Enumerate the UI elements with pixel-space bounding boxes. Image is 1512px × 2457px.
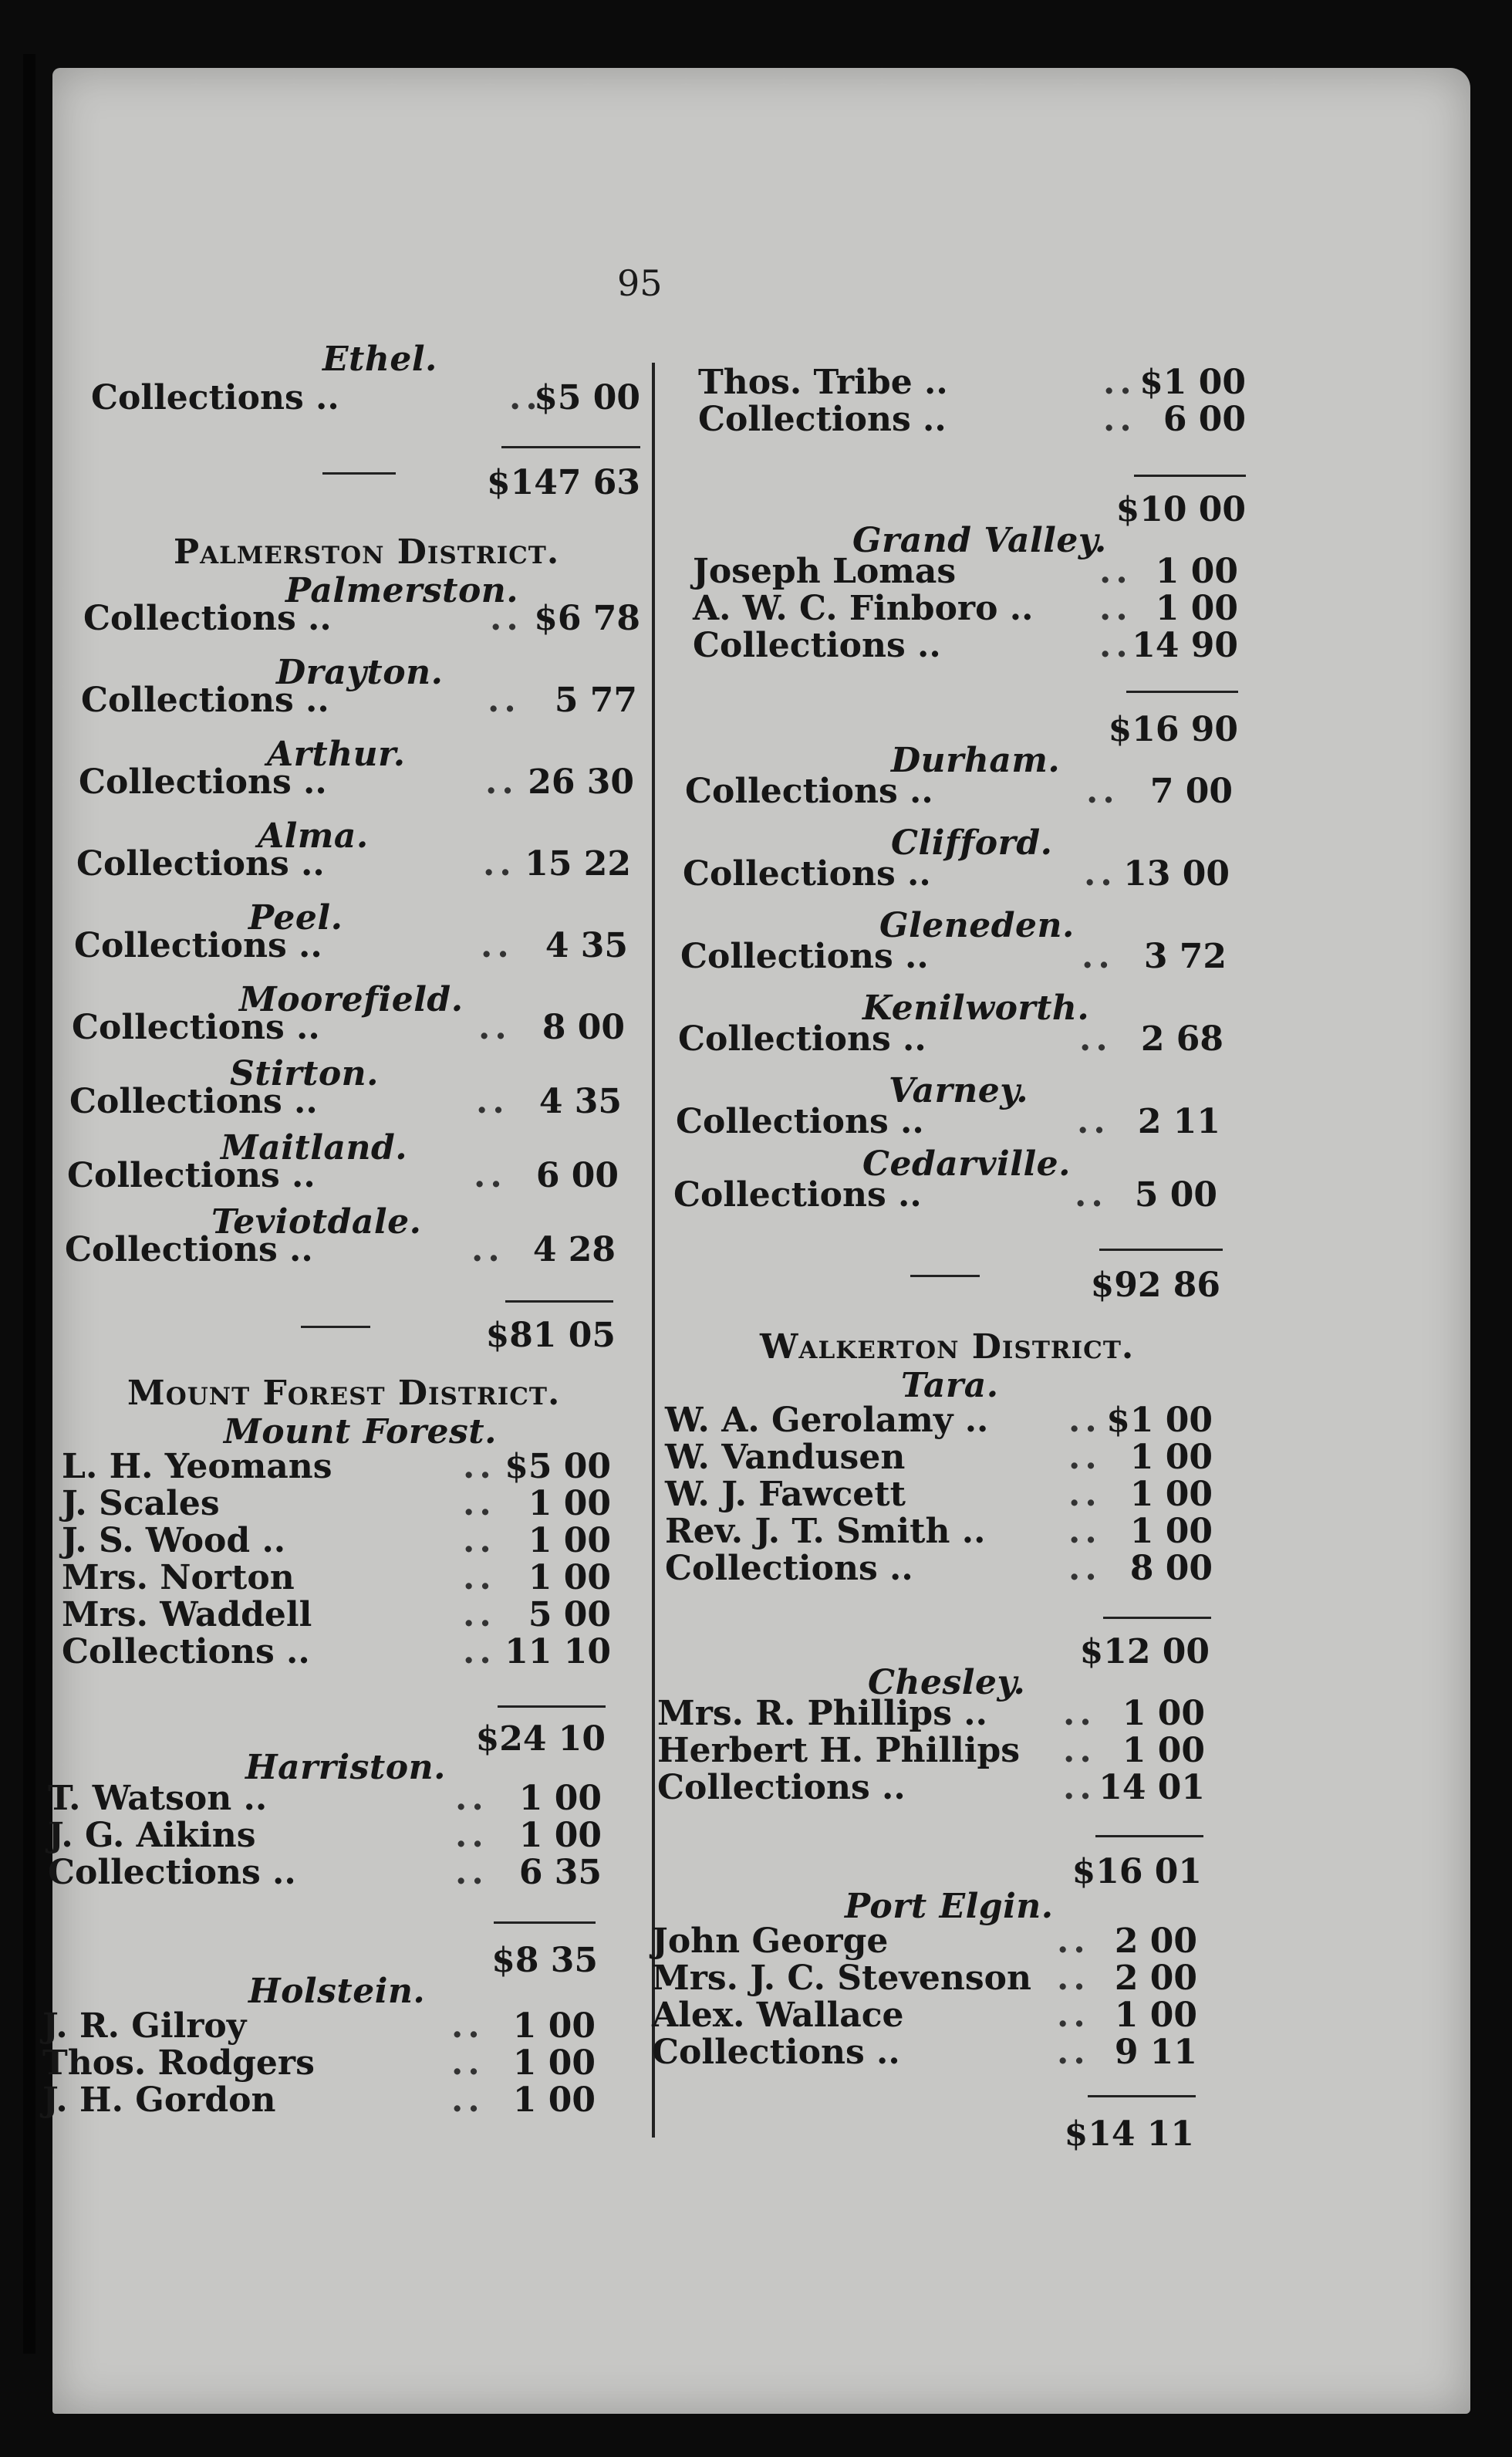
entry-row (65, 1230, 616, 1270)
sum-rule (1099, 1249, 1223, 1251)
entry-row (673, 1175, 1217, 1215)
entry-row (48, 1816, 602, 1856)
entry-amount: 9 11 (1114, 2033, 1197, 2072)
leader-dots: .. (451, 2043, 484, 2083)
entry-amount: 1 00 (528, 1558, 611, 1597)
section-heading: Tara. (901, 1366, 999, 1405)
leader-dots: .. (1068, 1549, 1102, 1588)
town-heading: Maitland. (221, 1128, 408, 1168)
entry-amount: 2 11 (1137, 1102, 1220, 1141)
entry-amount: 1 00 (512, 2043, 596, 2083)
entry-amount: 5 00 (1134, 1175, 1217, 1215)
entry-name: T. Watson .. (48, 1779, 268, 1818)
section-total: $81 05 (485, 1316, 616, 1355)
page-number: 95 (617, 262, 663, 304)
section-heading: Harriston. (245, 1748, 446, 1787)
entry-name: Collections .. (678, 1019, 926, 1059)
entry-row (42, 2080, 596, 2121)
entry-row (665, 1401, 1213, 1441)
entry-name: Collections .. (72, 1008, 320, 1047)
entry-row (652, 1921, 1197, 1962)
town-heading: Kenilworth. (862, 989, 1090, 1028)
entry-row (62, 1521, 611, 1561)
entry-name: Collections .. (76, 844, 325, 884)
entry-name: W. J. Fawcett (665, 1475, 906, 1514)
leader-dots: .. (1068, 1438, 1102, 1477)
leader-dots: .. (1082, 937, 1115, 976)
sum-rule (494, 1921, 596, 1924)
entry-row (62, 1484, 611, 1524)
town-heading: Cedarville. (862, 1144, 1071, 1184)
sum-rule (1088, 2095, 1196, 2097)
entry-name: Collections .. (67, 1156, 316, 1195)
town-heading: Stirton. (230, 1054, 379, 1093)
leader-dots: .. (455, 1853, 488, 1892)
sum-rule (498, 1705, 606, 1708)
entry-row (48, 1853, 602, 1893)
entry-amount: 26 30 (528, 762, 634, 802)
entry-amount: 7 00 (1149, 772, 1233, 811)
entry-amount: 5 77 (554, 681, 637, 720)
entry-row (678, 1019, 1223, 1060)
district-title: Walkerton District. (760, 1327, 1135, 1367)
section-heading: Port Elgin. (845, 1887, 1054, 1926)
entry-name: Thos. Rodgers (42, 2043, 315, 2083)
entry-name: Herbert H. Phillips (657, 1731, 1021, 1770)
section-total: $8 35 (491, 1941, 598, 1980)
entry-row (665, 1438, 1213, 1478)
entry-row (67, 1156, 619, 1196)
section-heading: Holstein. (248, 1972, 426, 2011)
entry-row (69, 1082, 622, 1122)
section-total: $16 90 (1108, 710, 1238, 749)
leader-dots: .. (476, 1082, 509, 1121)
entry-name: W. Vandusen (665, 1438, 906, 1477)
entry-name: Collections .. (91, 378, 339, 417)
leader-dots: .. (463, 1595, 496, 1634)
town-heading: Gleneden. (879, 906, 1075, 945)
entry-amount: $5 00 (534, 378, 640, 417)
leader-dots: .. (1099, 589, 1132, 628)
entry-name: Alex. Wallace (652, 1996, 904, 2035)
entry-amount: 5 00 (528, 1595, 611, 1634)
entry-name: J. S. Wood .. (62, 1521, 286, 1560)
entry-name: Mrs. Norton (62, 1558, 295, 1597)
leader-dots: .. (490, 599, 523, 638)
entry-row (676, 1102, 1220, 1142)
sum-rule (501, 446, 640, 448)
section-heading: Mount Forest. (224, 1412, 497, 1452)
leader-dots: .. (1099, 552, 1132, 591)
leader-dots: .. (1079, 1019, 1112, 1059)
entry-name: Collections .. (683, 854, 931, 894)
entry-row (74, 926, 628, 966)
town-heading: Alma. (258, 816, 369, 856)
leader-dots: .. (481, 926, 514, 965)
entry-amount: 2 00 (1114, 1921, 1197, 1961)
entry-name: John George (652, 1921, 889, 1961)
entry-amount: 13 00 (1123, 854, 1230, 894)
entry-row (62, 1558, 611, 1598)
entry-name: Collections .. (676, 1102, 924, 1141)
leader-dots: .. (1103, 400, 1136, 439)
entry-name: Mrs. R. Phillips .. (657, 1694, 987, 1733)
entry-amount: 8 00 (542, 1008, 625, 1047)
leader-dots: .. (1075, 1175, 1108, 1215)
entry-amount: 8 00 (1129, 1549, 1213, 1588)
entry-name: Rev. J. T. Smith .. (665, 1512, 986, 1551)
entry-amount: $6 78 (534, 599, 640, 638)
entry-name: Joseph Lomas (693, 552, 957, 591)
entry-row (657, 1768, 1205, 1808)
entry-amount: 4 28 (532, 1230, 616, 1269)
entry-name: A. W. C. Finboro .. (693, 589, 1034, 628)
district-title: Mount Forest District. (127, 1374, 561, 1413)
section-heading: Chesley. (868, 1663, 1026, 1702)
leader-dots: .. (1057, 1921, 1090, 1961)
entry-row (665, 1512, 1213, 1552)
leader-dots: .. (1086, 772, 1119, 811)
entry-row (42, 2006, 596, 2046)
entry-row (652, 2033, 1197, 2073)
section-total: $12 00 (1079, 1632, 1210, 1671)
entry-amount: 1 00 (1129, 1512, 1213, 1551)
book-spine-shadow (23, 54, 35, 2354)
entry-row (48, 1779, 602, 1819)
entry-amount: 1 00 (518, 1779, 602, 1818)
entry-name: Collections .. (74, 926, 322, 965)
town-heading: Drayton. (276, 653, 444, 692)
entry-name: Collections .. (83, 599, 332, 638)
entry-row (657, 1694, 1205, 1734)
entry-amount: 1 00 (1129, 1438, 1213, 1477)
leader-dots: .. (488, 681, 521, 720)
entry-amount: 15 22 (525, 844, 631, 884)
entry-amount: 1 00 (528, 1521, 611, 1560)
entry-row (79, 762, 634, 803)
entry-amount: 1 00 (1155, 552, 1238, 591)
entry-name: Collections .. (673, 1175, 922, 1215)
section-total: $92 86 (1090, 1266, 1220, 1305)
entry-row (665, 1475, 1213, 1515)
leader-dots: .. (1099, 626, 1132, 665)
leader-dots: .. (455, 1779, 488, 1818)
entry-row (62, 1595, 611, 1635)
leader-dots: .. (1057, 2033, 1090, 2072)
entry-name: Collections .. (69, 1082, 318, 1121)
town-heading: Teviotdale. (211, 1202, 422, 1242)
leader-dots: .. (1063, 1731, 1096, 1770)
entry-amount: 3 72 (1143, 937, 1227, 976)
entry-name: Mrs. Waddell (62, 1595, 312, 1634)
entry-row (76, 844, 631, 884)
town-heading: Peel. (248, 898, 343, 938)
entry-amount: 1 00 (1122, 1694, 1205, 1733)
entry-name: Collections .. (48, 1853, 296, 1892)
entry-row (693, 589, 1238, 629)
section-total: $10 00 (1115, 490, 1246, 529)
entry-amount: 1 00 (528, 1484, 611, 1523)
separator-dash (910, 1275, 980, 1277)
entry-row (42, 2043, 596, 2084)
section-total: $147 63 (486, 463, 640, 502)
leader-dots: .. (485, 762, 518, 802)
column-divider (652, 363, 655, 2138)
separator-dash (322, 472, 396, 475)
town-heading: Moorefield. (239, 980, 464, 1019)
section-total: $14 11 (1064, 2114, 1194, 2154)
leader-dots: .. (1057, 1996, 1090, 2035)
sum-rule (1134, 475, 1246, 477)
entry-amount: 6 00 (535, 1156, 619, 1195)
section-heading: Grand Valley. (852, 521, 1107, 560)
entry-name: Collections .. (81, 681, 329, 720)
entry-name: J. H. Gordon (42, 2080, 276, 2120)
entry-amount: 6 35 (518, 1853, 602, 1892)
entry-row (680, 937, 1227, 977)
entry-row (652, 1959, 1197, 1999)
leader-dots: .. (474, 1156, 507, 1195)
sum-rule (1103, 1617, 1211, 1619)
entry-amount: 1 00 (1155, 589, 1238, 628)
entry-row (698, 363, 1246, 403)
entry-amount: 2 00 (1114, 1959, 1197, 1998)
entry-name: Collections .. (657, 1768, 906, 1807)
leader-dots: .. (1068, 1512, 1102, 1551)
town-heading: Arthur. (267, 735, 406, 774)
entry-amount: 1 00 (1129, 1475, 1213, 1514)
sum-rule (1095, 1835, 1203, 1837)
entry-amount: 14 01 (1099, 1768, 1205, 1807)
entry-amount: 1 00 (512, 2006, 596, 2046)
entry-row (72, 1008, 625, 1048)
town-heading: Palmerston. (285, 571, 519, 610)
leader-dots: .. (471, 1230, 505, 1269)
entry-amount: 6 00 (1163, 400, 1246, 439)
sum-rule (1126, 691, 1238, 693)
entry-name: J. Scales (62, 1484, 220, 1523)
leader-dots: .. (1084, 854, 1117, 894)
entry-name: J. G. Aikins (48, 1816, 256, 1855)
entry-row (665, 1549, 1213, 1589)
entry-amount: $1 00 (1106, 1401, 1213, 1440)
entry-amount: 4 35 (538, 1082, 622, 1121)
leader-dots: .. (1057, 1959, 1090, 1998)
town-heading: Varney. (889, 1071, 1029, 1110)
leader-dots: .. (478, 1008, 511, 1047)
entry-name: Collections .. (652, 2033, 900, 2072)
leader-dots: .. (451, 2080, 484, 2120)
entry-amount: 2 68 (1140, 1019, 1223, 1059)
entry-row (683, 854, 1230, 894)
leader-dots: .. (463, 1484, 496, 1523)
entry-row (698, 400, 1246, 440)
district-title: Palmerston District. (174, 532, 560, 572)
entry-row (83, 599, 640, 639)
entry-amount: 1 00 (1114, 1996, 1197, 2035)
leader-dots: .. (463, 1447, 496, 1486)
entry-row (91, 378, 640, 418)
section-total: $16 01 (1072, 1852, 1202, 1891)
entry-name: Mrs. J. C. Stevenson (652, 1959, 1031, 1998)
entry-amount: $5 00 (505, 1447, 611, 1486)
entry-amount: 4 35 (545, 926, 628, 965)
entry-row (652, 1996, 1197, 2036)
entry-name: Collections .. (79, 762, 327, 802)
entry-row (62, 1447, 611, 1487)
leader-dots: .. (463, 1521, 496, 1560)
leader-dots: .. (1068, 1401, 1102, 1440)
entry-row (693, 626, 1238, 666)
entry-name: Collections .. (693, 626, 941, 665)
leader-dots: .. (509, 378, 542, 417)
leader-dots: .. (463, 1558, 496, 1597)
section-total: $24 10 (475, 1719, 606, 1759)
leader-dots: .. (1063, 1768, 1096, 1807)
leader-dots: .. (1068, 1475, 1102, 1514)
entry-name: Collections .. (65, 1230, 313, 1269)
entry-row (62, 1632, 611, 1672)
entry-row (657, 1731, 1205, 1771)
entry-name: Collections .. (62, 1632, 310, 1671)
entry-row (81, 681, 637, 721)
entry-amount: $1 00 (1139, 363, 1246, 402)
leader-dots: .. (451, 2006, 484, 2046)
entry-name: Collections .. (698, 400, 947, 439)
entry-row (685, 772, 1233, 812)
entry-name: Thos. Tribe .. (698, 363, 948, 402)
entry-row (693, 552, 1238, 592)
leader-dots: .. (483, 844, 516, 884)
leader-dots: .. (463, 1632, 496, 1671)
town-heading: Clifford. (891, 823, 1053, 863)
entry-name: L. H. Yeomans (62, 1447, 332, 1486)
entry-amount: 1 00 (1122, 1731, 1205, 1770)
leader-dots: .. (1103, 363, 1136, 402)
separator-dash (301, 1326, 370, 1328)
entry-name: W. A. Gerolamy .. (665, 1401, 989, 1440)
entry-name: Collections .. (685, 772, 933, 811)
entry-amount: 1 00 (512, 2080, 596, 2120)
leader-dots: .. (1063, 1694, 1096, 1733)
section-heading: Ethel. (322, 340, 437, 379)
leader-dots: .. (455, 1816, 488, 1855)
entry-name: Collections .. (665, 1549, 913, 1588)
leader-dots: .. (1077, 1102, 1110, 1141)
entry-amount: 1 00 (518, 1816, 602, 1855)
entry-amount: 14 90 (1132, 626, 1238, 665)
entry-amount: 11 10 (505, 1632, 611, 1671)
entry-name: Collections .. (680, 937, 929, 976)
entry-name: J. R. Gilroy (42, 2006, 247, 2046)
town-heading: Durham. (891, 741, 1061, 780)
sum-rule (505, 1300, 613, 1303)
